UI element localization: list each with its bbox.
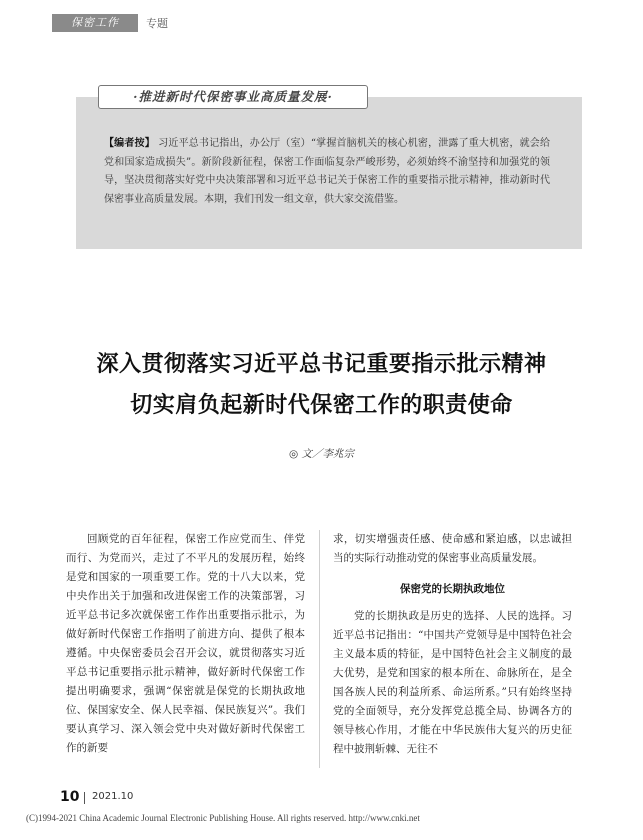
byline xyxy=(0,446,643,461)
author: 文／李兆宗 xyxy=(301,448,354,460)
footer-separator xyxy=(84,792,85,804)
editor-note-text: 习近平总书记指出，办公厅（室）“掌握首脑机关的核心机密，泄露了重大机密，就会给党和国家造成损失”。新阶段新征程，保密工作面临复杂严峻形势，必须始终不渝坚持和加强党的领导，坚决贯彻落实好党中央决策部署和习近平总书记关于保密工作的重要指示批示精神，推动新时代保密事业高质量发展。本期，我们刊发一组文章，供大家交流借鉴。 xyxy=(104,138,550,205)
article-title-line2: 切实肩负起新时代保密工作的职责使命 xyxy=(130,393,513,418)
right-paragraph-continued: 求，切实增强责任感、使命感和紧迫感，以忠诚担当的实际行动推动党的保密事业高质量发展。 xyxy=(333,533,572,564)
magazine-logo: 保密工作 xyxy=(52,14,138,32)
right-column xyxy=(333,530,572,759)
page-number: 10 xyxy=(60,789,80,805)
copyright-notice: (C)1994-2021 China Academic Journal Electronic Publishing House. All rights reserved. http://www.cnki.net xyxy=(26,813,420,823)
editor-note xyxy=(104,135,550,209)
issue-date: 2021.10 xyxy=(92,791,134,802)
section-subheading: 保密党的长期执政地位 xyxy=(400,583,505,595)
left-paragraph: 回顾党的百年征程，保密工作应党而生、伴党而行、为党而兴，走过了不平凡的发展历程，始终是党和国家的一项重要工作。党的十八大以来，党中央作出关于加强和改进保密工作的决策部署，习近平总书记多次就保密工作作出重要指示批示，为做好新时代保密工作指明了前进方向、提供了根本遵循。中央保密委员会召开会议，就贯彻落实习近平总书记重要指示批示精神，做好新时代保密工作提出明确要求，强调“保密就是保党的长期执政地位、保国家安全、保人民幸福、保民族复兴”。我们要认真学习、深入领会党中央对做好新时代保密工作的新要 xyxy=(66,533,305,754)
right-paragraph: 党的长期执政是历史的选择、人民的选择。习近平总书记指出：“中国共产党领导是中国特色社会主义最本质的特征，是中国特色社会主义制度的最大优势，是党和国家的根本所在、命脉所在，是全国各族人民的利益所系、命运所系。”只有始终坚持党的全面领导，充分发挥党总揽全局、协调各方的领导核心作用，才能在中华民族伟大复兴的历史征程中披荆斩棘、无往不 xyxy=(333,610,572,755)
article-title-line1: 深入贯彻落实习近平总书记重要指示批示精神 xyxy=(96,352,547,377)
section-label: 专题 xyxy=(146,17,168,30)
editor-note-label: 【编者按】 xyxy=(104,138,155,149)
byline-icon: ◎ xyxy=(288,448,299,460)
topic-banner: ·推进新时代保密事业高质量发展· xyxy=(98,85,368,109)
left-column xyxy=(66,530,305,758)
column-divider xyxy=(319,530,320,768)
